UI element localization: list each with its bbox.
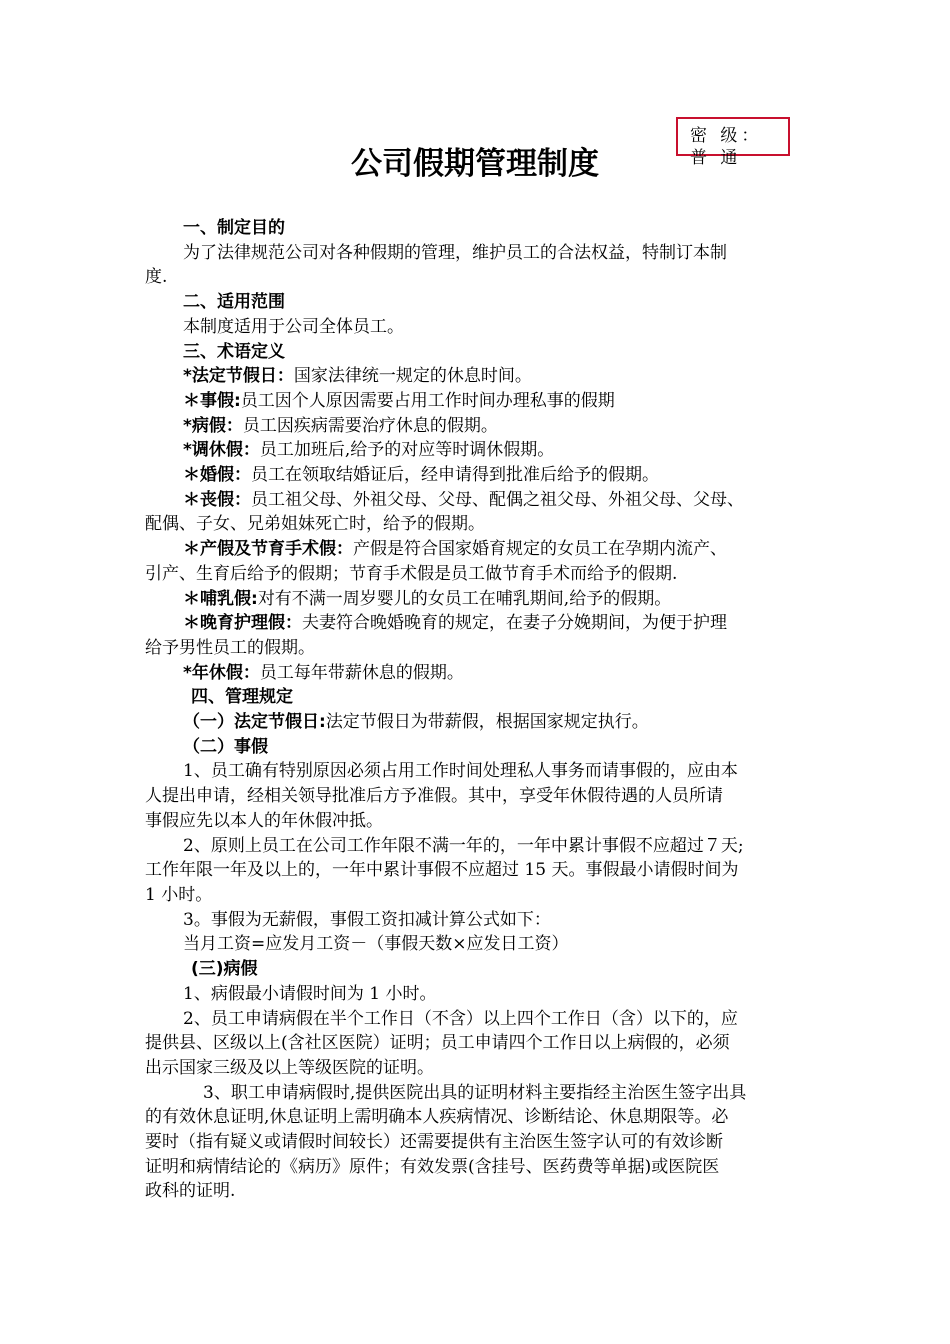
line-text: 给予男性员工的假期。 <box>145 637 315 658</box>
paragraph-line <box>145 735 811 760</box>
paragraph-line <box>145 315 811 340</box>
paragraph-line <box>145 1179 811 1204</box>
paragraph-line <box>145 216 811 241</box>
line-text: 证明和病情结论的《病历》原件；有效发票(含挂号、医药费等单据)或医院医 <box>145 1156 720 1177</box>
line-text: 出示国家三级及以上等级医院的证明。 <box>145 1057 434 1078</box>
bold-term: ＊产假及节育手术假： <box>183 539 353 560</box>
paragraph-line <box>145 710 811 735</box>
line-text: 为了法律规范公司对各种假期的管理，维护员工的合法权益，特制订本制 <box>183 242 727 263</box>
paragraph-line <box>145 1105 811 1130</box>
bold-term: *法定节假日： <box>183 366 294 387</box>
bold-term: 一、制定目的 <box>183 218 285 238</box>
line-text: 配偶、子女、兄弟姐妹死亡时，给予的假期。 <box>145 514 485 535</box>
paragraph-line <box>145 1130 811 1155</box>
line-text: 对有不满一周岁婴儿的女员工在哺乳期间,给予的假期。 <box>257 588 672 609</box>
secret-level-label: 密 级：普 通 <box>690 126 763 168</box>
line-text: 法定节假日为带薪假，根据国家规定执行。 <box>325 712 649 733</box>
line-text: 的有效休息证明,休息证明上需明确本人疾病情况、诊断结论、休息期限等。必 <box>145 1107 729 1128</box>
paragraph-line <box>145 883 811 908</box>
bold-term: ＊晚育护理假： <box>183 613 302 634</box>
line-text: 工作年限一年及以上的，一年中累计事假不应超过 15 天。事假最小请假时间为 <box>145 860 739 881</box>
line-text: 1、病假最小请假时间为 1 小时。 <box>183 983 437 1004</box>
bold-term: （二）事假 <box>183 736 268 757</box>
bold-term: (三)病假 <box>191 959 258 980</box>
paragraph-line <box>145 340 811 365</box>
line-text: 提供县、区级以上(含社区医院）证明；员工申请四个工作日以上病假的，必须 <box>145 1033 730 1054</box>
bold-term: （一）法定节假日: <box>183 712 326 733</box>
paragraph-line <box>145 488 811 513</box>
paragraph-line <box>145 809 811 834</box>
paragraph-line <box>145 265 811 290</box>
line-text: 事假应先以本人的年休假冲抵。 <box>145 810 383 831</box>
bold-term: *调休假： <box>183 440 260 461</box>
bold-term: 四、管理规定 <box>191 687 293 708</box>
paragraph-line <box>145 290 811 315</box>
line-text: 本制度适用于公司全体员工。 <box>183 316 404 337</box>
paragraph-line <box>145 1056 811 1081</box>
line-text: 员工祖父母、外祖父母、父母、配偶之祖父母、外祖父母、父母、 <box>251 489 744 510</box>
paragraph-line <box>145 982 811 1007</box>
line-text: 政科的证明. <box>145 1181 236 1202</box>
paragraph-line <box>145 364 811 389</box>
line-text: 3、职工申请病假时,提供医院出具的证明材料主要指经主治医生签字出具 <box>203 1082 747 1103</box>
paragraph-line <box>145 241 811 266</box>
line-text: 2、原则上员工在公司工作年限不满一年的，一年中累计事假不应超过７天; <box>183 835 744 856</box>
line-text: 员工加班后,给予的对应等时调休假期。 <box>259 440 555 461</box>
line-text: 1、员工确有特别原因必须占用工作时间处理私人事务而请事假的，应由本 <box>183 761 738 782</box>
bold-term: *年休假： <box>183 662 260 683</box>
line-text: 员工因疾病需要治疗休息的假期。 <box>242 415 498 436</box>
paragraph-line <box>145 685 811 710</box>
bold-term: *病假： <box>183 415 243 436</box>
document-title: 公司假期管理制度 <box>351 146 599 182</box>
line-text: 产假是符合国家婚育规定的女员工在孕期内流产、 <box>353 539 727 560</box>
line-text: 1 小时。 <box>145 884 213 905</box>
paragraph-line <box>145 908 811 933</box>
paragraph-line <box>145 537 811 562</box>
bold-term: 三、术语定义 <box>183 341 285 362</box>
line-text: 度. <box>145 267 168 288</box>
paragraph-line <box>145 611 811 636</box>
paragraph-line <box>145 1031 811 1056</box>
bold-term: ＊婚假： <box>183 465 251 486</box>
paragraph-line <box>145 1007 811 1032</box>
line-text: 要时（指有疑义或请假时间较长）还需要提供有主治医生签字认可的有效诊断 <box>145 1132 723 1153</box>
paragraph-line <box>145 389 811 414</box>
bold-term: 二、适用范围 <box>183 292 285 313</box>
line-text: 员工在领取结婚证后，经申请得到批准后给予的假期。 <box>251 465 659 486</box>
paragraph-line <box>145 858 811 883</box>
paragraph-line <box>145 438 811 463</box>
paragraph-line <box>145 932 811 957</box>
paragraph-line <box>145 587 811 612</box>
paragraph-line <box>145 636 811 661</box>
line-text: 引产、生育后给予的假期；节育手术假是员工做节育手术而给予的假期. <box>145 563 678 584</box>
paragraph-line <box>145 661 811 686</box>
line-text: 夫妻符合晚婚晚育的规定，在妻子分娩期间，为便于护理 <box>302 613 727 634</box>
line-text: 国家法律统一规定的休息时间。 <box>293 366 532 387</box>
document-body <box>145 216 811 1204</box>
paragraph-line <box>145 1081 811 1106</box>
line-text: 当月工资=应发月工资－（事假天数×应发日工资） <box>183 934 569 955</box>
paragraph-line <box>145 1155 811 1180</box>
paragraph-line <box>145 957 811 982</box>
paragraph-line <box>145 512 811 537</box>
paragraph-line <box>145 784 811 809</box>
line-text: 员工因个人原因需要占用工作时间办理私事的假期 <box>240 390 615 411</box>
paragraph-line <box>145 414 811 439</box>
line-text: 员工每年带薪休息的假期。 <box>259 662 464 683</box>
line-text: 人提出申请，经相关领导批准后方予准假。其中，享受年休假待遇的人员所请 <box>145 786 723 807</box>
bold-term: ＊哺乳假: <box>183 588 258 609</box>
line-text: 2、员工申请病假在半个工作日（不含）以上四个工作日（含）以下的，应 <box>183 1008 738 1029</box>
bold-term: ＊丧假： <box>183 489 251 510</box>
paragraph-line <box>145 834 811 859</box>
paragraph-line <box>145 759 811 784</box>
bold-term: ＊事假: <box>183 390 241 411</box>
paragraph-line <box>145 562 811 587</box>
line-text: 3。事假为无薪假，事假工资扣减计算公式如下： <box>183 909 551 930</box>
paragraph-line <box>145 463 811 488</box>
